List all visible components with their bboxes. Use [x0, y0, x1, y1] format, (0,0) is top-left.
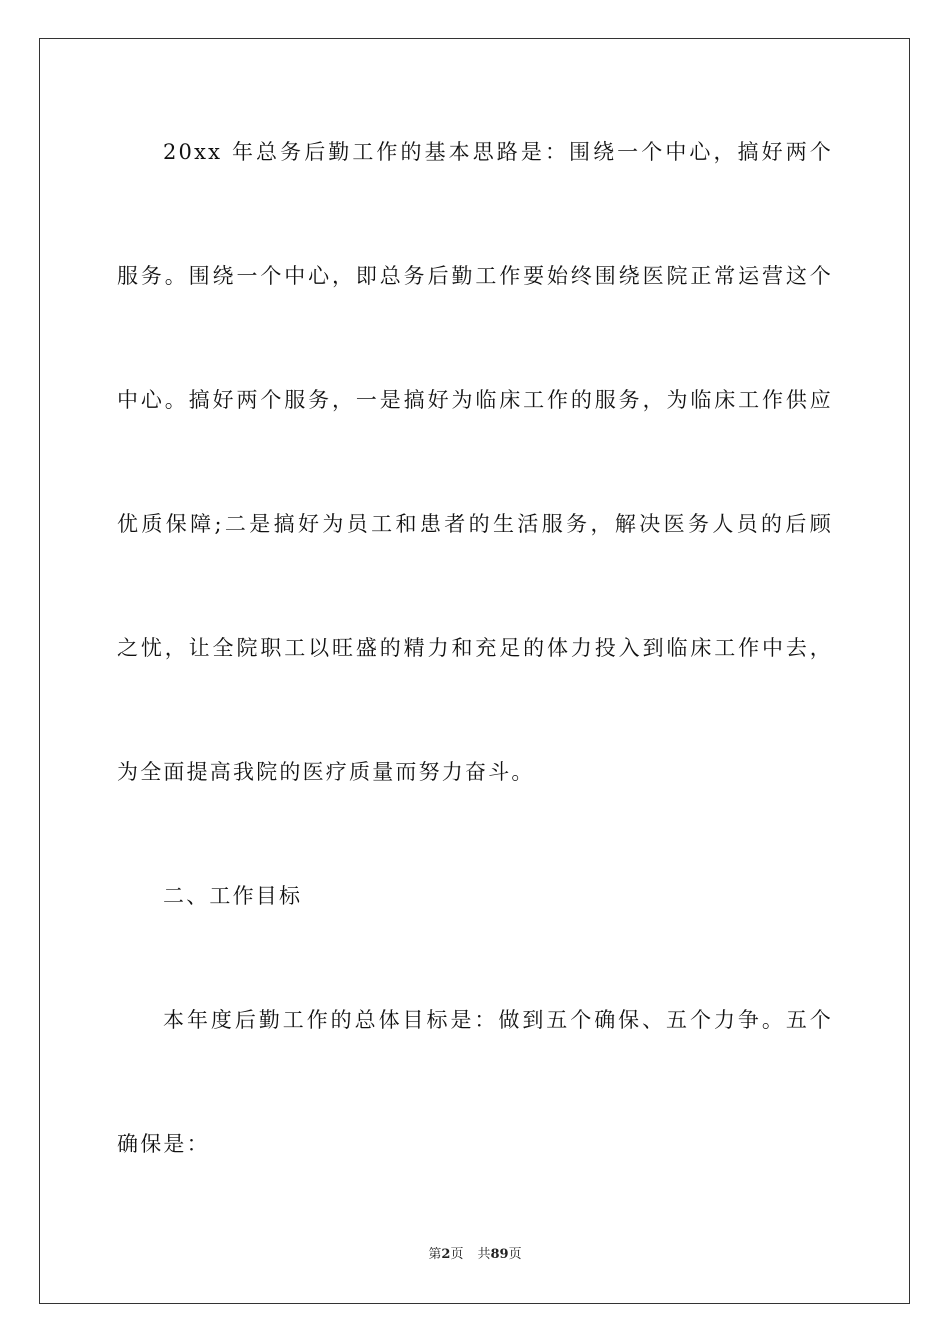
paragraph-line: 服务。围绕一个中心，即总务后勤工作要始终围绕医院正常运营这个: [117, 264, 833, 288]
section-heading: 二、工作目标: [163, 884, 303, 908]
paragraph-line: 20xx 年总务后勤工作的基本思路是：围绕一个中心，搞好两个: [163, 140, 833, 164]
paragraph-line: 之忧，让全院职工以旺盛的精力和充足的体力投入到临床工作中去，: [117, 636, 833, 660]
paragraph-line: 本年度后勤工作的总体目标是：做到五个确保、五个力争。五个: [163, 1008, 833, 1032]
total-pages: 89: [490, 1247, 509, 1262]
total-prefix: 共: [477, 1247, 491, 1262]
page-footer: [0, 1247, 950, 1263]
page-suffix: 页: [450, 1247, 464, 1262]
paragraph-line: 中心。搞好两个服务，一是搞好为临床工作的服务，为临床工作供应: [117, 388, 833, 412]
total-suffix: 页: [508, 1247, 522, 1262]
paragraph-line: 确保是：: [117, 1132, 210, 1156]
paragraph-line: 为全面提高我院的医疗质量而努力奋斗。: [117, 760, 535, 784]
paragraph-line: 优质保障;二是搞好为员工和患者的生活服务，解决医务人员的后顾: [117, 512, 833, 536]
page-number: 2: [441, 1247, 451, 1262]
page-border: [39, 38, 910, 1304]
page-prefix: 第: [428, 1247, 442, 1262]
